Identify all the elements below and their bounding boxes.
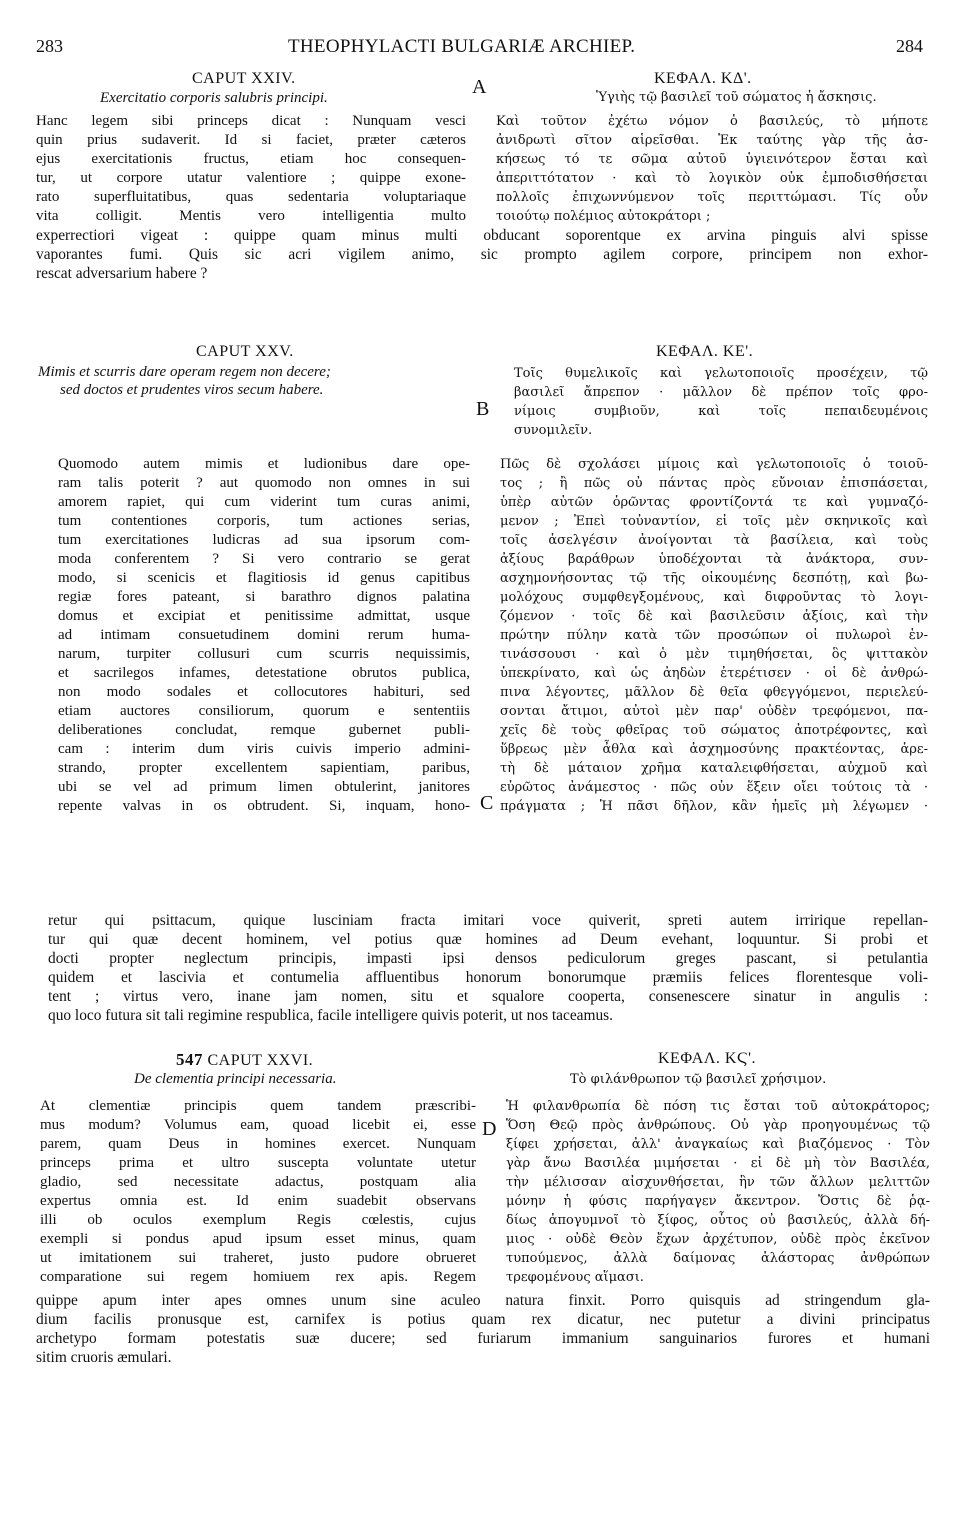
text-line: ubi se vel ad primum limen obtulerint, janitores: [58, 779, 470, 795]
text-line: tum exercitationes ludicras ad sua ipsorum com-: [58, 532, 470, 548]
ch25-greek-title: ΚΕΦΑΛ. ΚΕ'.: [656, 343, 754, 360]
ch24-fullwidth-text: [36, 226, 928, 283]
text-line: μόνην ἡ φύσις παρήγαγεν ἄκεντρον. Ὅστις δὲ ῥᾳ-: [506, 1194, 930, 1209]
text-line: μολόχους συμφθεγξομένους, καὶ διφροῦντας τὸ λογι-: [500, 590, 928, 605]
text-line: Ἡ φιλανθρωπία δὲ πόση τις ἔσται τοῦ αὐτοκράτορος;: [506, 1099, 930, 1114]
text-line: experrectiori vigeat : quippe quam minus multi obducant soporentque ex arvina pinguis alvi spisse: [36, 227, 928, 244]
ch25-fullwidth-text: [48, 911, 928, 1025]
text-line: At clementiæ principis quem tandem præscribi-: [40, 1098, 476, 1114]
text-line: Τοῖς θυμελικοῖς καὶ γελωτοποιοῖς προσέχειν, τῷ: [514, 366, 928, 381]
text-line: πολλοῖς ἐπιχωννύμενον τοῖς περιττώμασι. Τίς οὖν: [496, 190, 928, 205]
text-line: quo loco futura sit tali regimine respublica, facile intelligere quivis poterit, ut nos taceamus.: [48, 1007, 614, 1024]
text-line: dium facilis pronusque est, carnifex is potius quam rex dicatur, nec putetur a divini principatus: [36, 1311, 930, 1328]
ch26-fullwidth-text: [36, 1291, 930, 1367]
text-line: ὑπεκρίνατο, καὶ ὡς ἀηδὼν ἐτερέτισεν · οἱ δὲ ἀνθρώ-: [500, 666, 928, 681]
ch24-latin-title: CAPUT XXIV.: [192, 70, 296, 87]
text-line: gladio, sed necessitate adactus, postquam alia: [40, 1174, 476, 1190]
right-page-number: 284: [896, 36, 923, 56]
margin-letter-c: C: [480, 792, 494, 814]
ch26-latin-heading: [176, 1050, 313, 1070]
text-line: quippe apum inter apes omnes unum sine aculeo natura finxit. Porro quisquis ad stringendum gla-: [36, 1292, 930, 1309]
text-line: ζόμενον · τοῖς δὲ καὶ βασιλεῦσιν ἀξίοις, καὶ τὴν: [500, 609, 928, 624]
text-line: archetypo formam potestatis suæ ducere; sed furiarum immanium sanguinarios furores et humani: [36, 1330, 930, 1347]
ch25-greek-column: [500, 455, 928, 816]
text-line: ὕβρεως μὲν ἆθλα καὶ ἀσχημοσύνης πρακτέοντας, ἀρε-: [500, 742, 928, 757]
text-line: tent ; virtus vero, inane jam nomen, situ et squalore cooperta, consenescere sinatur in angulis :: [48, 988, 928, 1005]
margin-letter-d: D: [482, 1118, 497, 1140]
text-line: ἀπεριττότατον · καὶ τὸ λογικὸν οὐκ ἐμποδισθήσεται: [496, 171, 928, 186]
ch24-greek-subtitle: Ὑγιὴς τῷ βασιλεῖ τοῦ σώματος ἡ ἄσκησις.: [596, 90, 877, 105]
text-line: regiæ fores pateant, si barathro dignos palatina: [58, 589, 470, 605]
text-line: τινάσσουσι · καὶ ὁ μὲν τιμηθήσεται, ὃς ψιττακὸν: [500, 647, 928, 662]
text-line: πρώτην πύλην κατὰ τῶν προσώπων οἱ πυλωροὶ ἐν-: [500, 628, 928, 643]
text-line: τοιούτῳ πολέμιος αὐτοκράτορι ;: [496, 209, 711, 224]
ch25-latin-subtitle-2: sed doctos et prudentes viros secum habere.: [60, 382, 324, 398]
ch26-latin-column: [40, 1097, 476, 1287]
text-line: etiam auctores consiliorum, quorum e sententiis: [58, 703, 470, 719]
ch25-latin-subtitle-1: Mimis et scurris dare operam regem non decere;: [38, 364, 331, 380]
text-line: ejus exercitationis fructus, etiam hoc consequen-: [36, 151, 466, 167]
text-line: modo, si scenicis et flagitiosis id genus capitibus: [58, 570, 470, 586]
ch24-greek-title: ΚΕΦΑΛ. ΚΔ'.: [654, 70, 752, 87]
text-line: βασιλεῖ ἄπρεπον · μᾶλλον δὲ πρέπον τοῖς φρο-: [514, 385, 928, 400]
text-line: ἀνιδρωτὶ σῖτον αἱρεῖσθαι. Ἐκ ταύτης γὰρ τῆς ἀσ-: [496, 133, 928, 148]
text-line: Καὶ τοῦτον ἐχέτω νόμον ὁ βασιλεύς, τὸ μήποτε: [496, 114, 928, 129]
text-line: deliberationes concludat, remque gubernet publi-: [58, 722, 470, 738]
text-line: συνομιλεῖν.: [514, 423, 593, 438]
text-line: μενον ; Ἐπεὶ τοὐναντίον, εἰ τοῖς μὲν σκηνικοῖς καὶ: [500, 514, 928, 529]
text-line: amorem rapiet, qui cum viderint tum curas animi,: [58, 494, 470, 510]
text-line: moda conferentem ? Si vero contrario se gerat: [58, 551, 470, 567]
text-line: retur qui psittacum, quique lusciniam fracta imitari voce quiverit, spreti autem irririque repellan-: [48, 912, 928, 929]
text-line: ὑπὲρ αὐτῶν ὁρῶντας φροντίζοντά τε καὶ γυμναζό-: [500, 495, 928, 510]
text-line: princeps prima et ultro suscepta voluntate utetur: [40, 1155, 476, 1171]
column-number: 547: [176, 1050, 203, 1069]
ch25-latin-title: CAPUT XXV.: [196, 343, 294, 360]
ch26-greek-column: [506, 1097, 930, 1287]
text-line: νίμοις συμβιοῦν, καὶ τοῖς πεπαιδευμένοις: [514, 404, 928, 419]
text-line: Quomodo autem mimis et ludionibus dare ope-: [58, 456, 470, 472]
ch24-greek-column: [496, 112, 928, 226]
text-line: tur, ut corpore utatur valentiore ; quippe exone-: [36, 170, 466, 186]
text-line: repente valvas in os obtrudent. Si, inquam, hono-: [58, 798, 470, 814]
text-line: χεῖς δὲ τοὺς φθεῖρας τοῦ σώματος ἀποτρέφοντες, καὶ: [500, 723, 928, 738]
text-line: quin prius sudaverit. Id si faciet, præter cæteros: [36, 132, 466, 148]
text-line: strando, propter excellentem sapientiam, paribus,: [58, 760, 470, 776]
text-line: rato superfluitatibus, quas sedentaria voluptariaque: [36, 189, 466, 205]
text-line: sitim cruoris æmulari.: [36, 1349, 172, 1366]
text-line: ασχημονήσοντας τῷ τῆς οἰκουμένης δεσπότῃ, καὶ βω-: [500, 571, 928, 586]
margin-letter-b: B: [476, 398, 490, 420]
text-line: tur qui quæ decent hominem, vel potius quæ homines ad Deum evehant, loquuntur. Si probi et: [48, 931, 928, 948]
text-line: πράγματα ; Ἡ πᾶσι δῆλον, κἂν ἡμεῖς μὴ λέγωμεν ·: [500, 799, 928, 814]
text-line: εὐρῶτος ἀνάμεστος · πῶς οὐν ἕξειν οἴει τούτοις τὰ ·: [500, 780, 928, 795]
text-line: mus modum? Volumus eam, quoad licebit ei, esse: [40, 1117, 476, 1133]
running-title: THEOPHYLACTI BULGARIÆ ARCHIEP.: [288, 36, 636, 57]
text-line: τοῖς ἀσελγέσιν ἀνοίγονται τὰ βασίλεια, καὶ τοὺς: [500, 533, 928, 548]
text-line: docti propter neglectum principis, impasti ipsi densos pediculorum greges pascant, si petulantia: [48, 950, 928, 967]
text-line: τυπούμενος, ἀλλὰ δαίμονας ἀλάστορας ἀνθρώπων: [506, 1251, 930, 1266]
text-line: ad intimam consuetudinem domini rerum huma-: [58, 627, 470, 643]
ch25-latin-column: [58, 455, 470, 816]
text-line: rescat adversarium habere ?: [36, 265, 208, 282]
ch26-greek-title: ΚΕΦΑΛ. ΚϚ'.: [658, 1050, 757, 1067]
text-line: ut imitationem sui traheret, justo pudore obrueret: [40, 1250, 476, 1266]
text-line: γὰρ ἄνω Βασιλέα μιμήσεται · εἰ δὲ μὴ τὸν Βασιλέα,: [506, 1156, 930, 1171]
text-line: narum, turpiter collusuri cum scurris nequissimis,: [58, 646, 470, 662]
text-line: Πῶς δὲ σχολάσει μίμοις καὶ γελωτοποιοῖς ὁ τοιοῦ-: [500, 457, 928, 472]
text-line: Ὅση Θεῷ πρὸς ἀνθρώπους. Οὐ γὰρ προηγουμένως τῷ: [506, 1118, 930, 1133]
text-line: domus et excipiat et penitissime admittat, usque: [58, 608, 470, 624]
ch24-latin-subtitle: Exercitatio corporis salubris principi.: [100, 90, 328, 106]
text-line: τὴ δὲ μάταιον χρῆμα καταλειφθήσεται, αὐχμοῦ καὶ: [500, 761, 928, 776]
text-line: Hanc legem sibi princeps dicat : Nunquam vesci: [36, 113, 466, 129]
text-line: πινα λέγοντες, μᾶλλον δὲ θεῖα φθεγγόμενοι, περιελεύ-: [500, 685, 928, 700]
text-line: expertus omnia est. Id enim suadebit observans: [40, 1193, 476, 1209]
text-line: non modo sodales et collocutores habituri, sed: [58, 684, 470, 700]
text-line: vita colligit. Mentis vero intelligentia multo: [36, 208, 466, 224]
ch26-greek-subtitle: Τὸ φιλάνθρωπον τῷ βασιλεῖ χρήσιμον.: [570, 1072, 827, 1087]
text-line: τὴν μέλισσαν αἰσχυνθήσεται, ἣν τῶν ἄλλων μελιττῶν: [506, 1175, 930, 1190]
text-line: et sacrilegos infames, detestatione obrutos publica,: [58, 665, 470, 681]
text-line: σονται ἄτιμοι, αὐτοὶ μὲν παρ' οὐδὲν τρεφόμενοι, πα-: [500, 704, 928, 719]
margin-letter-a: A: [472, 76, 487, 98]
text-line: comparatione sui regem homiuem rex apis. Regem: [40, 1269, 476, 1285]
text-line: quidem et lascivia et contumelia affluentibus honorum bonorumque præmiis felices florentesque voli-: [48, 969, 928, 986]
left-page-number: 283: [36, 36, 63, 56]
text-line: tum contentiones corporis, tum actiones serias,: [58, 513, 470, 529]
ch24-latin-column: [36, 112, 466, 226]
text-line: μιος · οὐδὲ Θεὸν ἔχων ἀρχέτυπον, οὐδὲ πρὸς ἐκεῖνον: [506, 1232, 930, 1247]
text-line: illi ob oculos exemplum Regis cœlestis, cujus: [40, 1212, 476, 1228]
text-line: ἀξίους βαράθρων ὑποδέχονται τὰ ἀνάκτορα, συν-: [500, 552, 928, 567]
ch26-latin-title: CAPUT XXVI.: [207, 1052, 314, 1069]
text-line: vaporantes fumi. Quis sic acri vigilem animo, sic prompto agilem corpore, principem non exhor-: [36, 246, 928, 263]
text-line: parem, quam Deus in homines exercet. Nunquam: [40, 1136, 476, 1152]
text-line: κήσεως τό τε σῶμα αὐτοῦ ὑγιεινότερον ἔσται καὶ: [496, 152, 928, 167]
ch25-greek-subtitle: [514, 364, 928, 440]
text-line: τος ; ἢ πῶς οὐ πάντας πρὸς εὔνοιαν ἐπισπάσεται,: [500, 476, 928, 491]
text-line: exempli si pondus apud ipsum esset minus, quam: [40, 1231, 476, 1247]
text-line: δίως ἀπογυμνοῖ τὸ ξίφος, οὗτος οὐ βασιλεύς, ἀλλὰ δή-: [506, 1213, 930, 1228]
text-line: cam : interim dum viris cuivis imperio admini-: [58, 741, 470, 757]
ch26-latin-subtitle: De clementia principi necessaria.: [134, 1071, 337, 1087]
text-line: τρεφομένους αἵμασι.: [506, 1270, 644, 1285]
text-line: ram talis poterit ? aut quomodo non omnes in sui: [58, 475, 470, 491]
text-line: ξίφει χρήσεται, ἀλλ' ἀναγκαίως καὶ βιαζόμενος · Τὸν: [506, 1137, 930, 1152]
